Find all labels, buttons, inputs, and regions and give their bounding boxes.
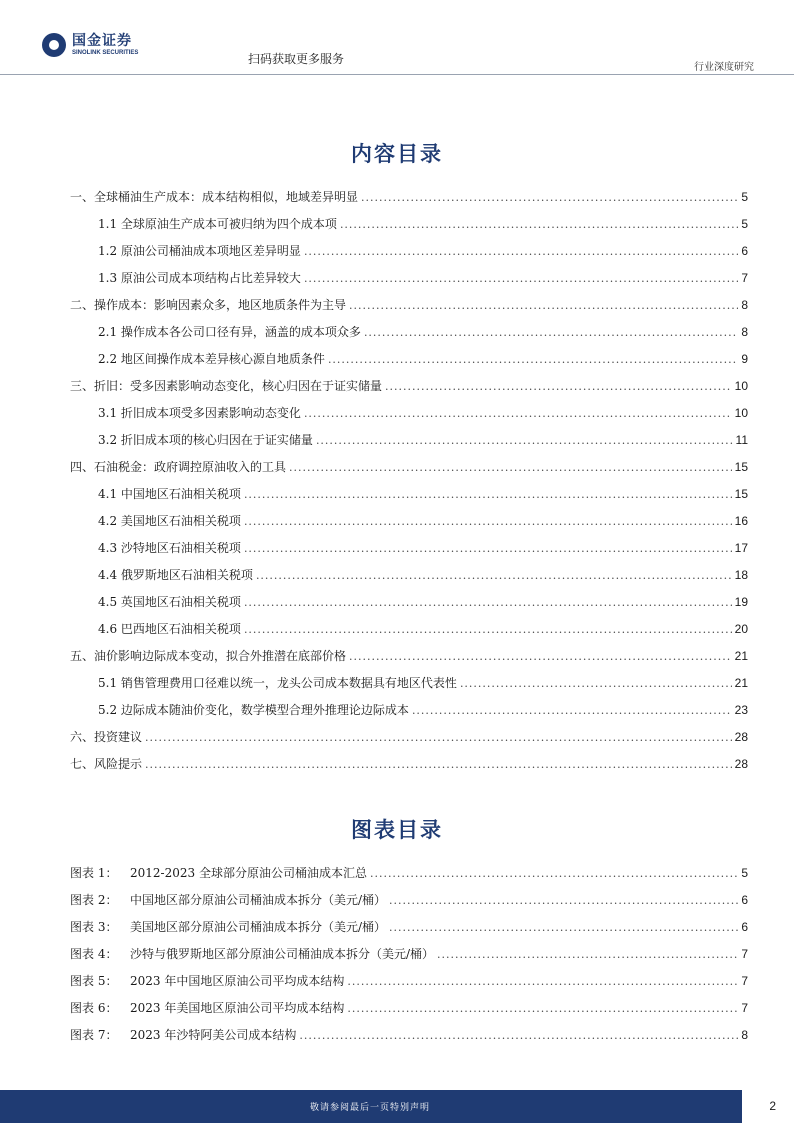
toc-entry-text: 全球桶油生产成本：成本结构相似，地域差异明显 xyxy=(94,190,359,204)
toc-title: 内容目录 xyxy=(351,141,443,166)
toc-leader-dots xyxy=(289,461,732,474)
toc-leader-dots xyxy=(244,488,732,501)
toc-entry-number: 2.2 xyxy=(98,352,118,366)
toc-entry[interactable] xyxy=(98,269,748,286)
toc-entry-text: 英国地区石油相关税项 xyxy=(120,595,241,609)
figure-entry-page: 6 xyxy=(741,920,748,934)
toc-entry-text: 操作成本：影响因素众多，地区地质条件为主导 xyxy=(94,298,347,312)
toc-entry-number: 4.4 xyxy=(98,568,118,582)
toc-leader-dots xyxy=(349,650,732,663)
toc-entry-page: 23 xyxy=(734,703,748,717)
figure-entry-page: 5 xyxy=(741,866,748,880)
figure-entry-text: 2023 年沙特阿美公司成本结构 xyxy=(130,1028,297,1042)
toc-entry-number: 1.2 xyxy=(98,244,118,258)
toc-leader-dots xyxy=(244,542,732,555)
toc-entry-page: 5 xyxy=(741,190,748,204)
toc-entry[interactable] xyxy=(70,377,748,394)
toc-leader-dots xyxy=(412,704,732,717)
toc-leader-dots xyxy=(145,758,732,771)
figure-entry-text: 2023 年中国地区原油公司平均成本结构 xyxy=(130,974,345,988)
toc-leader-dots xyxy=(437,948,738,961)
toc-entry-page: 8 xyxy=(741,325,748,339)
toc-entry[interactable] xyxy=(98,593,748,610)
toc-leader-dots xyxy=(304,245,738,258)
toc-leader-dots xyxy=(145,731,732,744)
page-number-box xyxy=(742,1090,794,1123)
toc-entry-page: 6 xyxy=(741,244,748,258)
toc-entry-number: 2.1 xyxy=(98,325,118,339)
toc-entry-number: 3.1 xyxy=(98,406,118,420)
toc-entry-text: 边际成本随油价变化，数学模型合理外推理论边际成本 xyxy=(120,703,409,717)
toc-entry-text: 巴西地区石油相关税项 xyxy=(120,622,241,636)
toc-entry-number: 一、 xyxy=(70,190,95,204)
toc-leader-dots xyxy=(347,1002,738,1015)
figure-entry-text: 美国地区部分原油公司桶油成本拆分（美元/桶） xyxy=(130,920,387,934)
toc-entry[interactable] xyxy=(70,647,748,664)
toc-entry-number: 1.3 xyxy=(98,271,118,285)
toc-entry-number: 5.1 xyxy=(98,676,118,690)
toc-entry-text: 油价影响边际成本变动，拟合外推潜在底部价格 xyxy=(94,649,347,663)
toc-entry-page: 21 xyxy=(734,649,748,663)
figure-entry-page: 7 xyxy=(741,1001,748,1015)
toc-leader-dots xyxy=(364,326,738,339)
figure-entry-page: 6 xyxy=(741,893,748,907)
report-type-label: 行业深度研究 xyxy=(694,62,754,73)
figure-entry[interactable] xyxy=(70,891,748,908)
toc-entry-text: 全球原油生产成本可被归纳为四个成本项 xyxy=(120,217,337,231)
toc-entry[interactable] xyxy=(70,296,748,313)
toc-entry-text: 石油税金：政府调控原油收入的工具 xyxy=(94,460,287,474)
toc-entry-page: 11 xyxy=(735,433,748,447)
toc-entry-page: 16 xyxy=(734,514,748,528)
toc-leader-dots xyxy=(389,894,738,907)
figure-entry-number: 图表 4： xyxy=(70,947,118,961)
toc-entry-page: 8 xyxy=(741,298,748,312)
toc-leader-dots xyxy=(340,218,738,231)
figure-entry-number: 图表 3： xyxy=(70,920,118,934)
toc-leader-dots xyxy=(304,407,732,420)
toc-entry[interactable] xyxy=(98,215,748,232)
figure-entry[interactable] xyxy=(70,972,748,989)
toc-entry[interactable] xyxy=(98,242,748,259)
toc-entry-text: 销售管理费用口径难以统一，龙头公司成本数据具有地区代表性 xyxy=(120,676,457,690)
figure-entry-number: 图表 1： xyxy=(70,866,118,880)
header-divider xyxy=(0,74,794,75)
disclaimer-note: 敬请参阅最后一页特别声明 xyxy=(309,1103,430,1113)
toc-leader-dots xyxy=(299,1029,738,1042)
toc-entry-number: 五、 xyxy=(70,649,95,663)
toc-entry[interactable] xyxy=(98,323,748,340)
toc-entry-number: 1.1 xyxy=(98,217,118,231)
toc-entry-number: 5.2 xyxy=(98,703,118,717)
toc-entry-text: 折旧成本项受多因素影响动态变化 xyxy=(120,406,301,420)
figures-title: 图表目录 xyxy=(351,817,443,842)
figure-entry[interactable] xyxy=(70,918,748,935)
toc-entry[interactable] xyxy=(70,188,748,205)
figure-entry[interactable] xyxy=(70,864,748,881)
logo-cn-text: 国金证券 xyxy=(72,33,132,49)
toc-leader-dots xyxy=(244,623,732,636)
page-footer xyxy=(0,1090,794,1123)
figure-entry-number: 图表 6： xyxy=(70,1001,118,1015)
toc-entry-number: 4.5 xyxy=(98,595,118,609)
figure-entry-page: 7 xyxy=(741,974,748,988)
toc-entry-text: 美国地区石油相关税项 xyxy=(120,514,241,528)
toc-entry-text: 俄罗斯地区石油相关税项 xyxy=(120,568,253,582)
toc-entry-number: 四、 xyxy=(70,460,95,474)
figure-entry-text: 中国地区部分原油公司桶油成本拆分（美元/桶） xyxy=(130,893,387,907)
toc-entry-text: 沙特地区石油相关税项 xyxy=(120,541,241,555)
toc-entry-page: 20 xyxy=(734,622,748,636)
toc-entry[interactable] xyxy=(70,728,748,745)
figure-entry-number: 图表 7： xyxy=(70,1028,118,1042)
toc-entry[interactable] xyxy=(70,755,748,772)
scan-for-services-text: 扫码获取更多服务 xyxy=(248,52,345,66)
toc-leader-dots xyxy=(316,434,733,447)
toc-entry-text: 折旧成本项的核心归因在于证实储量 xyxy=(120,433,313,447)
toc-entry-number: 4.1 xyxy=(98,487,118,501)
toc-leader-dots xyxy=(328,353,738,366)
toc-entry-page: 28 xyxy=(734,757,748,771)
toc-entry[interactable] xyxy=(98,512,748,529)
logo-circle-icon xyxy=(42,33,66,57)
toc-entry[interactable] xyxy=(98,620,748,637)
toc-entry[interactable] xyxy=(98,404,748,421)
figure-entry-page: 8 xyxy=(741,1028,748,1042)
toc-entry-text: 投资建议 xyxy=(94,730,143,744)
toc-entry[interactable] xyxy=(98,701,748,718)
toc-entry-text: 折旧：受多因素影响动态变化，核心归因在于证实储量 xyxy=(94,379,383,393)
toc-leader-dots xyxy=(244,596,732,609)
toc-entry-page: 17 xyxy=(734,541,748,555)
toc-leader-dots xyxy=(256,569,732,582)
toc-entry-page: 7 xyxy=(741,271,748,285)
company-logo xyxy=(42,33,138,57)
toc-leader-dots xyxy=(244,515,732,528)
figure-entry[interactable] xyxy=(70,1026,748,1043)
toc-entry[interactable] xyxy=(98,566,748,583)
figure-entry[interactable] xyxy=(70,945,748,962)
toc-entry-number: 三、 xyxy=(70,379,95,393)
figure-entry-page: 7 xyxy=(741,947,748,961)
figure-entry-text: 2023 年美国地区原油公司平均成本结构 xyxy=(130,1001,345,1015)
logo-en-text: SINOLINK SECURITIES xyxy=(72,50,139,56)
toc-entry-text: 地区间操作成本差异核心源自地质条件 xyxy=(120,352,325,366)
toc-leader-dots xyxy=(349,299,738,312)
page-number: 2 xyxy=(769,1099,776,1113)
toc-leader-dots xyxy=(347,975,738,988)
toc-entry-page: 10 xyxy=(734,406,748,420)
toc-entry-page: 5 xyxy=(741,217,748,231)
toc-entry-text: 原油公司桶油成本项地区差异明显 xyxy=(120,244,301,258)
toc-entry[interactable] xyxy=(98,350,748,367)
toc-entry-page: 18 xyxy=(734,568,748,582)
figure-entry-number: 图表 5： xyxy=(70,974,118,988)
toc-entry-page: 19 xyxy=(734,595,748,609)
toc-entry-page: 28 xyxy=(734,730,748,744)
toc-entry-page: 15 xyxy=(734,487,748,501)
toc-entry[interactable] xyxy=(98,674,748,691)
toc-entry[interactable] xyxy=(98,485,748,502)
toc-leader-dots xyxy=(385,380,732,393)
toc-entry-page: 15 xyxy=(734,460,748,474)
toc-entry-text: 风险提示 xyxy=(94,757,143,771)
toc-entry-number: 二、 xyxy=(70,298,95,312)
toc-entry-number: 六、 xyxy=(70,730,95,744)
toc-entry[interactable] xyxy=(70,458,748,475)
toc-entry-page: 9 xyxy=(741,352,748,366)
toc-entry[interactable] xyxy=(98,431,748,448)
toc-entry-page: 21 xyxy=(734,676,748,690)
toc-entry-text: 中国地区石油相关税项 xyxy=(120,487,241,501)
figure-entry-number: 图表 2： xyxy=(70,893,118,907)
toc-entry-number: 4.3 xyxy=(98,541,118,555)
toc-entry-number: 4.2 xyxy=(98,514,118,528)
toc-leader-dots xyxy=(460,677,732,690)
figure-entry[interactable] xyxy=(70,999,748,1016)
toc-entry-text: 原油公司成本项结构占比差异较大 xyxy=(120,271,301,285)
toc-leader-dots xyxy=(304,272,738,285)
toc-entry-number: 七、 xyxy=(70,757,95,771)
toc-leader-dots xyxy=(361,191,738,204)
page-header xyxy=(0,0,794,74)
toc-entry-text: 操作成本各公司口径有异，涵盖的成本项众多 xyxy=(120,325,361,339)
toc-leader-dots xyxy=(389,921,738,934)
figure-entry-text: 2012-2023 全球部分原油公司桶油成本汇总 xyxy=(130,866,367,880)
toc-leader-dots xyxy=(370,867,738,880)
toc-entry-number: 4.6 xyxy=(98,622,118,636)
figure-entry-text: 沙特与俄罗斯地区部分原油公司桶油成本拆分（美元/桶） xyxy=(130,947,435,961)
toc-entry-number: 3.2 xyxy=(98,433,118,447)
toc-entry-page: 10 xyxy=(734,379,748,393)
toc-entry[interactable] xyxy=(98,539,748,556)
